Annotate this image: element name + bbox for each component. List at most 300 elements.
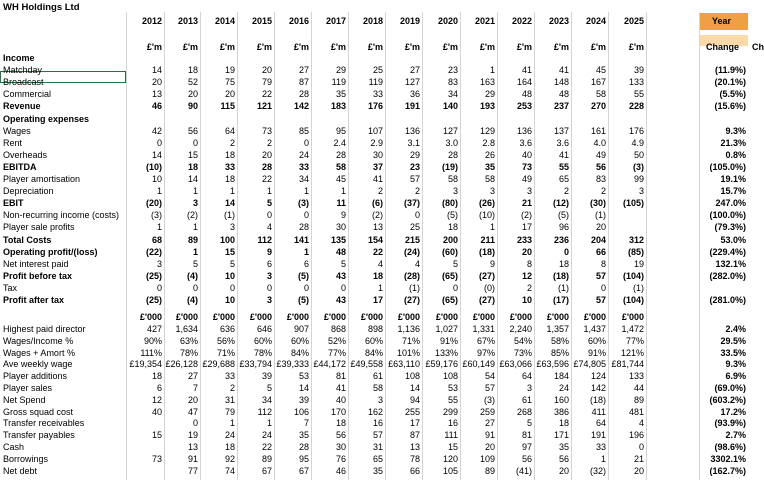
- table-cell[interactable]: 16: [447, 418, 458, 429]
- table-cell[interactable]: (5): [447, 210, 458, 221]
- table-cell[interactable]: 15: [224, 246, 235, 257]
- table-cell[interactable]: 84%: [364, 347, 383, 358]
- table-cell[interactable]: 5: [229, 258, 235, 269]
- table-cell[interactable]: 87: [298, 77, 309, 88]
- table-cell[interactable]: 56: [335, 430, 346, 441]
- table-cell[interactable]: (5): [298, 270, 309, 281]
- change-cell[interactable]: (79.3%): [714, 222, 746, 233]
- table-cell[interactable]: 53: [447, 383, 458, 393]
- table-cell[interactable]: 171: [553, 430, 569, 441]
- table-cell[interactable]: 20: [261, 65, 272, 76]
- table-cell[interactable]: 196: [628, 430, 644, 441]
- table-cell[interactable]: 6: [266, 258, 272, 269]
- table-cell[interactable]: 58: [484, 174, 495, 184]
- table-cell[interactable]: 85: [298, 125, 309, 136]
- table-cell[interactable]: 13: [409, 442, 420, 452]
- change-cell[interactable]: (20.1%): [714, 77, 746, 88]
- table-cell[interactable]: 95: [298, 453, 309, 464]
- table-cell[interactable]: 20: [521, 246, 532, 257]
- table-cell[interactable]: 27: [187, 371, 198, 382]
- table-cell[interactable]: 44: [633, 383, 644, 393]
- table-cell[interactable]: [312, 52, 349, 64]
- table-cell[interactable]: 95: [335, 125, 346, 136]
- change-cell[interactable]: 2.4%: [725, 324, 746, 334]
- table-cell[interactable]: 43: [335, 295, 346, 305]
- table-cell[interactable]: 2: [229, 383, 235, 393]
- table-cell[interactable]: 233: [516, 234, 532, 245]
- table-cell[interactable]: 35: [558, 442, 569, 452]
- table-cell[interactable]: 41: [335, 383, 346, 393]
- table-cell[interactable]: 148: [553, 77, 569, 88]
- table-cell[interactable]: 39: [261, 371, 272, 382]
- table-cell[interactable]: 41: [372, 174, 383, 184]
- table-cell[interactable]: 9: [266, 246, 272, 257]
- table-cell[interactable]: (1): [224, 210, 235, 221]
- table-cell[interactable]: 1: [340, 186, 346, 197]
- table-cell[interactable]: (17): [552, 295, 569, 305]
- table-cell[interactable]: 127: [442, 125, 458, 136]
- table-cell[interactable]: £19,354: [129, 359, 162, 370]
- table-cell[interactable]: (2): [521, 210, 532, 221]
- table-cell[interactable]: 18: [224, 174, 235, 184]
- table-cell[interactable]: 57: [372, 430, 383, 441]
- table-cell[interactable]: [238, 113, 275, 125]
- table-cell[interactable]: (19): [441, 161, 458, 172]
- table-cell[interactable]: 20: [558, 465, 569, 476]
- table-cell[interactable]: (5): [558, 210, 569, 221]
- table-cell[interactable]: 15: [187, 149, 198, 160]
- table-cell[interactable]: 34: [298, 174, 309, 184]
- row-label[interactable]: Net Spend: [3, 394, 46, 405]
- table-cell[interactable]: 127: [404, 77, 420, 88]
- table-cell[interactable]: 79: [224, 406, 235, 417]
- table-cell[interactable]: 27: [484, 418, 495, 429]
- table-cell[interactable]: [127, 417, 165, 429]
- table-cell[interactable]: 0: [192, 418, 198, 429]
- table-cell[interactable]: 41: [558, 149, 569, 160]
- table-cell[interactable]: 1,472: [621, 324, 644, 334]
- table-cell[interactable]: 83: [595, 174, 606, 184]
- table-cell[interactable]: 20: [633, 465, 644, 476]
- change-cell[interactable]: 0.8%: [725, 149, 746, 160]
- table-cell[interactable]: 31: [372, 442, 383, 452]
- table-cell[interactable]: 646: [256, 324, 272, 334]
- table-cell[interactable]: 41: [521, 65, 532, 76]
- table-cell[interactable]: 255: [404, 406, 420, 417]
- table-cell[interactable]: 33: [372, 89, 383, 100]
- table-cell[interactable]: 45: [335, 174, 346, 184]
- table-cell[interactable]: 112: [257, 234, 272, 245]
- table-cell[interactable]: 40: [151, 406, 162, 417]
- change-cell[interactable]: (105.0%): [709, 161, 746, 172]
- table-cell[interactable]: 15: [447, 442, 458, 452]
- table-cell[interactable]: (3): [484, 394, 495, 405]
- table-cell[interactable]: 64: [595, 418, 606, 429]
- table-cell[interactable]: (3): [633, 161, 644, 172]
- table-cell[interactable]: 215: [404, 234, 420, 245]
- table-cell[interactable]: (3): [151, 210, 162, 221]
- table-cell[interactable]: 109: [479, 453, 495, 464]
- table-cell[interactable]: 30: [335, 222, 346, 233]
- table-cell[interactable]: (12): [552, 198, 569, 209]
- table-cell[interactable]: 52: [187, 77, 198, 88]
- table-cell[interactable]: 73%: [513, 347, 532, 358]
- table-cell[interactable]: 119: [368, 77, 383, 88]
- table-cell[interactable]: 73: [151, 453, 162, 464]
- table-cell[interactable]: 49: [595, 149, 606, 160]
- table-cell[interactable]: 89: [261, 453, 272, 464]
- table-cell[interactable]: 268: [516, 406, 532, 417]
- table-cell[interactable]: (3): [298, 198, 309, 209]
- table-cell[interactable]: 67%: [476, 335, 495, 346]
- table-cell[interactable]: 77%: [327, 347, 346, 358]
- table-cell[interactable]: 10: [521, 295, 532, 305]
- change-cell[interactable]: [697, 282, 749, 294]
- table-cell[interactable]: 386: [553, 406, 569, 417]
- table-cell[interactable]: 1,331: [472, 324, 495, 334]
- table-cell[interactable]: 33: [224, 161, 235, 172]
- table-cell[interactable]: 142: [293, 101, 309, 112]
- table-cell[interactable]: £60,149: [462, 359, 495, 370]
- table-cell[interactable]: 0: [266, 282, 272, 293]
- table-cell[interactable]: 1: [192, 186, 198, 197]
- row-label[interactable]: Player sale profits: [3, 222, 75, 233]
- table-cell[interactable]: £81,744: [611, 359, 644, 370]
- change-cell[interactable]: 3302.1%: [710, 453, 746, 464]
- row-label[interactable]: Tax: [3, 282, 18, 293]
- table-cell[interactable]: 236: [553, 234, 569, 245]
- table-cell[interactable]: 54%: [513, 335, 532, 346]
- table-cell[interactable]: 0: [303, 137, 309, 148]
- table-cell[interactable]: 18: [224, 149, 235, 160]
- table-cell[interactable]: 18: [558, 418, 569, 429]
- row-label[interactable]: Wages/Income %: [3, 335, 74, 346]
- table-cell[interactable]: (85): [627, 246, 644, 257]
- table-cell[interactable]: 56: [558, 453, 569, 464]
- change-cell[interactable]: (229.4%): [709, 246, 746, 257]
- table-cell[interactable]: 170: [330, 406, 346, 417]
- table-cell[interactable]: 228: [628, 101, 644, 112]
- table-cell[interactable]: 96: [558, 222, 569, 233]
- table-cell[interactable]: 54: [484, 371, 495, 382]
- table-cell[interactable]: 111: [444, 430, 458, 441]
- table-cell[interactable]: (30): [589, 198, 606, 209]
- table-cell[interactable]: 89: [187, 234, 198, 245]
- row-label[interactable]: Profit after tax: [3, 295, 65, 305]
- table-cell[interactable]: 0: [229, 282, 235, 293]
- table-cell[interactable]: 18: [187, 65, 198, 76]
- table-cell[interactable]: 133: [628, 77, 644, 88]
- table-cell[interactable]: 60%: [587, 335, 606, 346]
- table-cell[interactable]: (10): [478, 210, 495, 221]
- table-cell[interactable]: 19: [224, 65, 235, 76]
- table-cell[interactable]: [609, 52, 647, 64]
- table-cell[interactable]: 73: [521, 161, 532, 172]
- table-cell[interactable]: 13: [372, 222, 383, 233]
- table-cell[interactable]: (65): [441, 295, 458, 305]
- table-cell[interactable]: [165, 113, 201, 125]
- table-cell[interactable]: 1: [156, 186, 162, 197]
- table-cell[interactable]: 17: [372, 295, 383, 305]
- table-cell[interactable]: 14: [224, 198, 235, 209]
- table-cell[interactable]: 67: [298, 465, 309, 476]
- table-cell[interactable]: 58: [335, 161, 346, 172]
- table-cell[interactable]: 191: [404, 101, 420, 112]
- table-cell[interactable]: 5: [526, 418, 532, 429]
- table-cell[interactable]: 65: [372, 453, 383, 464]
- table-cell[interactable]: 4: [377, 258, 383, 269]
- table-cell[interactable]: 17: [521, 222, 532, 233]
- table-cell[interactable]: 1: [229, 418, 235, 429]
- table-cell[interactable]: 73: [261, 125, 272, 136]
- table-cell[interactable]: 57: [484, 383, 495, 393]
- table-cell[interactable]: 14: [151, 149, 162, 160]
- table-cell[interactable]: 135: [330, 234, 346, 245]
- table-cell[interactable]: 1: [377, 282, 383, 293]
- change-cell[interactable]: 29.5%: [720, 335, 746, 346]
- table-cell[interactable]: 312: [628, 234, 644, 245]
- table-cell[interactable]: (37): [403, 198, 420, 209]
- table-cell[interactable]: 22: [261, 89, 272, 100]
- table-cell[interactable]: 3: [638, 186, 644, 197]
- table-cell[interactable]: 907: [293, 324, 309, 334]
- table-cell[interactable]: 7: [192, 383, 198, 393]
- table-cell[interactable]: [423, 52, 461, 64]
- table-cell[interactable]: 9: [489, 258, 495, 269]
- table-cell[interactable]: 28: [261, 161, 272, 172]
- table-cell[interactable]: 57: [595, 270, 606, 281]
- table-cell[interactable]: 74: [224, 465, 235, 476]
- table-cell[interactable]: 14: [187, 174, 198, 184]
- table-cell[interactable]: 3: [266, 295, 272, 305]
- change-cell[interactable]: (93.9%): [714, 418, 746, 429]
- row-label[interactable]: Borrowings: [3, 453, 49, 464]
- row-label[interactable]: Total Costs: [3, 234, 52, 245]
- table-cell[interactable]: (18): [552, 270, 569, 281]
- table-cell[interactable]: (41): [515, 465, 532, 476]
- table-cell[interactable]: 67: [261, 465, 272, 476]
- change-cell[interactable]: 19.1%: [720, 174, 746, 184]
- table-cell[interactable]: 22: [372, 246, 383, 257]
- table-cell[interactable]: [275, 52, 312, 64]
- table-cell[interactable]: (22): [145, 246, 162, 257]
- row-label[interactable]: Rent: [3, 137, 23, 148]
- table-cell[interactable]: (10): [145, 161, 162, 172]
- table-cell[interactable]: 55: [447, 394, 458, 405]
- table-cell[interactable]: 4: [638, 418, 644, 429]
- table-cell[interactable]: [312, 113, 349, 125]
- table-cell[interactable]: 99: [633, 174, 644, 184]
- table-cell[interactable]: 78: [409, 453, 420, 464]
- table-cell[interactable]: 2: [414, 186, 420, 197]
- table-cell[interactable]: 35: [372, 465, 383, 476]
- table-cell[interactable]: (105): [622, 198, 644, 209]
- table-cell[interactable]: 19: [187, 430, 198, 441]
- table-cell[interactable]: 64: [224, 125, 235, 136]
- table-cell[interactable]: 33: [595, 442, 606, 452]
- table-cell[interactable]: 121%: [620, 347, 644, 358]
- table-cell[interactable]: 57: [595, 295, 606, 305]
- table-cell[interactable]: 3: [192, 198, 198, 209]
- row-label[interactable]: Gross squad cost: [3, 406, 74, 417]
- table-cell[interactable]: 55: [633, 89, 644, 100]
- table-cell[interactable]: 14: [151, 65, 162, 76]
- table-cell[interactable]: [609, 113, 647, 125]
- table-cell[interactable]: (6): [372, 198, 383, 209]
- table-cell[interactable]: 31: [224, 394, 235, 405]
- table-cell[interactable]: 28: [335, 149, 346, 160]
- table-cell[interactable]: 0: [192, 137, 198, 148]
- table-cell[interactable]: 55: [558, 161, 569, 172]
- table-cell[interactable]: 33: [298, 161, 309, 172]
- table-cell[interactable]: 28: [298, 222, 309, 233]
- row-label[interactable]: Depreciation: [3, 186, 54, 197]
- table-cell[interactable]: (27): [403, 295, 420, 305]
- table-cell[interactable]: 15: [151, 430, 162, 441]
- table-cell[interactable]: 3.6: [519, 137, 532, 148]
- row-label[interactable]: Commercial: [3, 89, 52, 100]
- table-cell[interactable]: 58: [595, 89, 606, 100]
- table-cell[interactable]: 29: [484, 89, 495, 100]
- table-cell[interactable]: 22: [261, 442, 272, 452]
- table-cell[interactable]: 97: [521, 442, 532, 452]
- table-cell[interactable]: (60): [441, 246, 458, 257]
- table-cell[interactable]: 12: [151, 394, 162, 405]
- table-cell[interactable]: 140: [442, 101, 458, 112]
- table-cell[interactable]: 1: [192, 222, 198, 233]
- table-cell[interactable]: (18): [478, 246, 495, 257]
- table-cell[interactable]: 1: [489, 222, 495, 233]
- table-cell[interactable]: 25: [409, 222, 420, 233]
- table-cell[interactable]: 90: [187, 101, 198, 112]
- table-cell[interactable]: 11: [336, 198, 346, 209]
- table-cell[interactable]: 22: [261, 174, 272, 184]
- table-cell[interactable]: 481: [628, 406, 644, 417]
- table-cell[interactable]: 92: [224, 453, 235, 464]
- table-cell[interactable]: 154: [367, 234, 383, 245]
- table-cell[interactable]: (0): [484, 282, 495, 293]
- table-cell[interactable]: [386, 113, 423, 125]
- row-label[interactable]: Wages + Amort %: [3, 347, 75, 358]
- table-cell[interactable]: 161: [590, 125, 606, 136]
- table-cell[interactable]: 28: [298, 89, 309, 100]
- table-cell[interactable]: 91: [484, 430, 495, 441]
- table-cell[interactable]: 47: [187, 406, 198, 417]
- table-cell[interactable]: 21: [633, 453, 644, 464]
- table-cell[interactable]: [535, 52, 572, 64]
- table-cell[interactable]: [535, 113, 572, 125]
- table-cell[interactable]: 2: [563, 186, 569, 197]
- table-cell[interactable]: 133: [628, 371, 644, 382]
- table-cell[interactable]: 142: [590, 383, 606, 393]
- table-cell[interactable]: 9: [340, 210, 346, 221]
- table-cell[interactable]: 78%: [179, 347, 198, 358]
- table-cell[interactable]: 48: [521, 89, 532, 100]
- table-cell[interactable]: (2): [372, 210, 383, 221]
- row-label[interactable]: Cash: [3, 442, 25, 452]
- table-cell[interactable]: 18: [447, 222, 458, 233]
- table-cell[interactable]: 10: [151, 174, 162, 184]
- table-cell[interactable]: 56%: [216, 335, 235, 346]
- table-cell[interactable]: 27: [298, 65, 309, 76]
- table-cell[interactable]: 7: [303, 418, 309, 429]
- table-cell[interactable]: 183: [330, 101, 346, 112]
- table-cell[interactable]: 90%: [143, 335, 162, 346]
- table-cell[interactable]: 24: [558, 383, 569, 393]
- table-cell[interactable]: [349, 113, 386, 125]
- row-label[interactable]: Overheads: [3, 149, 48, 160]
- table-cell[interactable]: 40: [521, 149, 532, 160]
- row-label[interactable]: Income: [3, 53, 35, 63]
- table-cell[interactable]: (20): [145, 198, 162, 209]
- table-cell[interactable]: 71%: [401, 335, 420, 346]
- table-cell[interactable]: 64: [521, 371, 532, 382]
- table-cell[interactable]: 41: [558, 65, 569, 76]
- table-cell[interactable]: 636: [219, 324, 235, 334]
- table-cell[interactable]: 1: [192, 246, 198, 257]
- table-cell[interactable]: [127, 52, 165, 64]
- row-label[interactable]: Transfer payables: [3, 430, 75, 441]
- change-cell[interactable]: (162.7%): [709, 465, 746, 476]
- table-cell[interactable]: 129: [479, 125, 495, 136]
- table-cell[interactable]: £49,558: [350, 359, 383, 370]
- table-cell[interactable]: 20: [484, 442, 495, 452]
- table-cell[interactable]: 14: [298, 383, 309, 393]
- row-label[interactable]: Transfer receivables: [3, 418, 85, 429]
- table-cell[interactable]: 57: [409, 174, 420, 184]
- row-label[interactable]: Ave weekly wage: [3, 359, 73, 370]
- change-cell[interactable]: (98.6%): [714, 442, 746, 452]
- table-cell[interactable]: 3: [229, 222, 235, 233]
- table-cell[interactable]: 39: [633, 65, 644, 76]
- table-cell[interactable]: £63,066: [499, 359, 532, 370]
- table-cell[interactable]: 28: [447, 149, 458, 160]
- table-cell[interactable]: (24): [403, 246, 420, 257]
- table-cell[interactable]: 160: [553, 394, 569, 405]
- row-label[interactable]: Net debt: [3, 465, 38, 476]
- table-cell[interactable]: 133%: [434, 347, 458, 358]
- table-cell[interactable]: 4.9: [631, 137, 644, 148]
- table-cell[interactable]: 36: [409, 89, 420, 100]
- table-cell[interactable]: 30: [372, 149, 383, 160]
- table-cell[interactable]: [349, 52, 386, 64]
- table-cell[interactable]: 91%: [439, 335, 458, 346]
- table-cell[interactable]: 2: [229, 137, 235, 148]
- table-cell[interactable]: 77%: [625, 335, 644, 346]
- table-cell[interactable]: 48: [558, 89, 569, 100]
- row-label[interactable]: Player amortisation: [3, 174, 81, 184]
- table-cell[interactable]: 18: [558, 258, 569, 269]
- table-cell[interactable]: 14: [409, 383, 420, 393]
- table-cell[interactable]: 1,634: [175, 324, 198, 334]
- table-cell[interactable]: 3.1: [407, 137, 420, 148]
- table-cell[interactable]: 21: [521, 198, 532, 209]
- table-cell[interactable]: (4): [187, 270, 198, 281]
- change-cell[interactable]: (603.2%): [709, 394, 746, 405]
- table-cell[interactable]: 2: [266, 137, 272, 148]
- change-cell[interactable]: [697, 52, 749, 64]
- row-label[interactable]: Operating profit/(loss): [3, 246, 98, 257]
- table-cell[interactable]: 4: [414, 258, 420, 269]
- table-cell[interactable]: [386, 52, 423, 64]
- table-cell[interactable]: 1: [266, 186, 272, 197]
- table-cell[interactable]: 48: [335, 246, 346, 257]
- table-cell[interactable]: 1: [229, 186, 235, 197]
- table-cell[interactable]: [423, 113, 461, 125]
- table-cell[interactable]: 0: [414, 210, 420, 221]
- table-cell[interactable]: 23: [409, 161, 420, 172]
- table-cell[interactable]: 204: [590, 234, 606, 245]
